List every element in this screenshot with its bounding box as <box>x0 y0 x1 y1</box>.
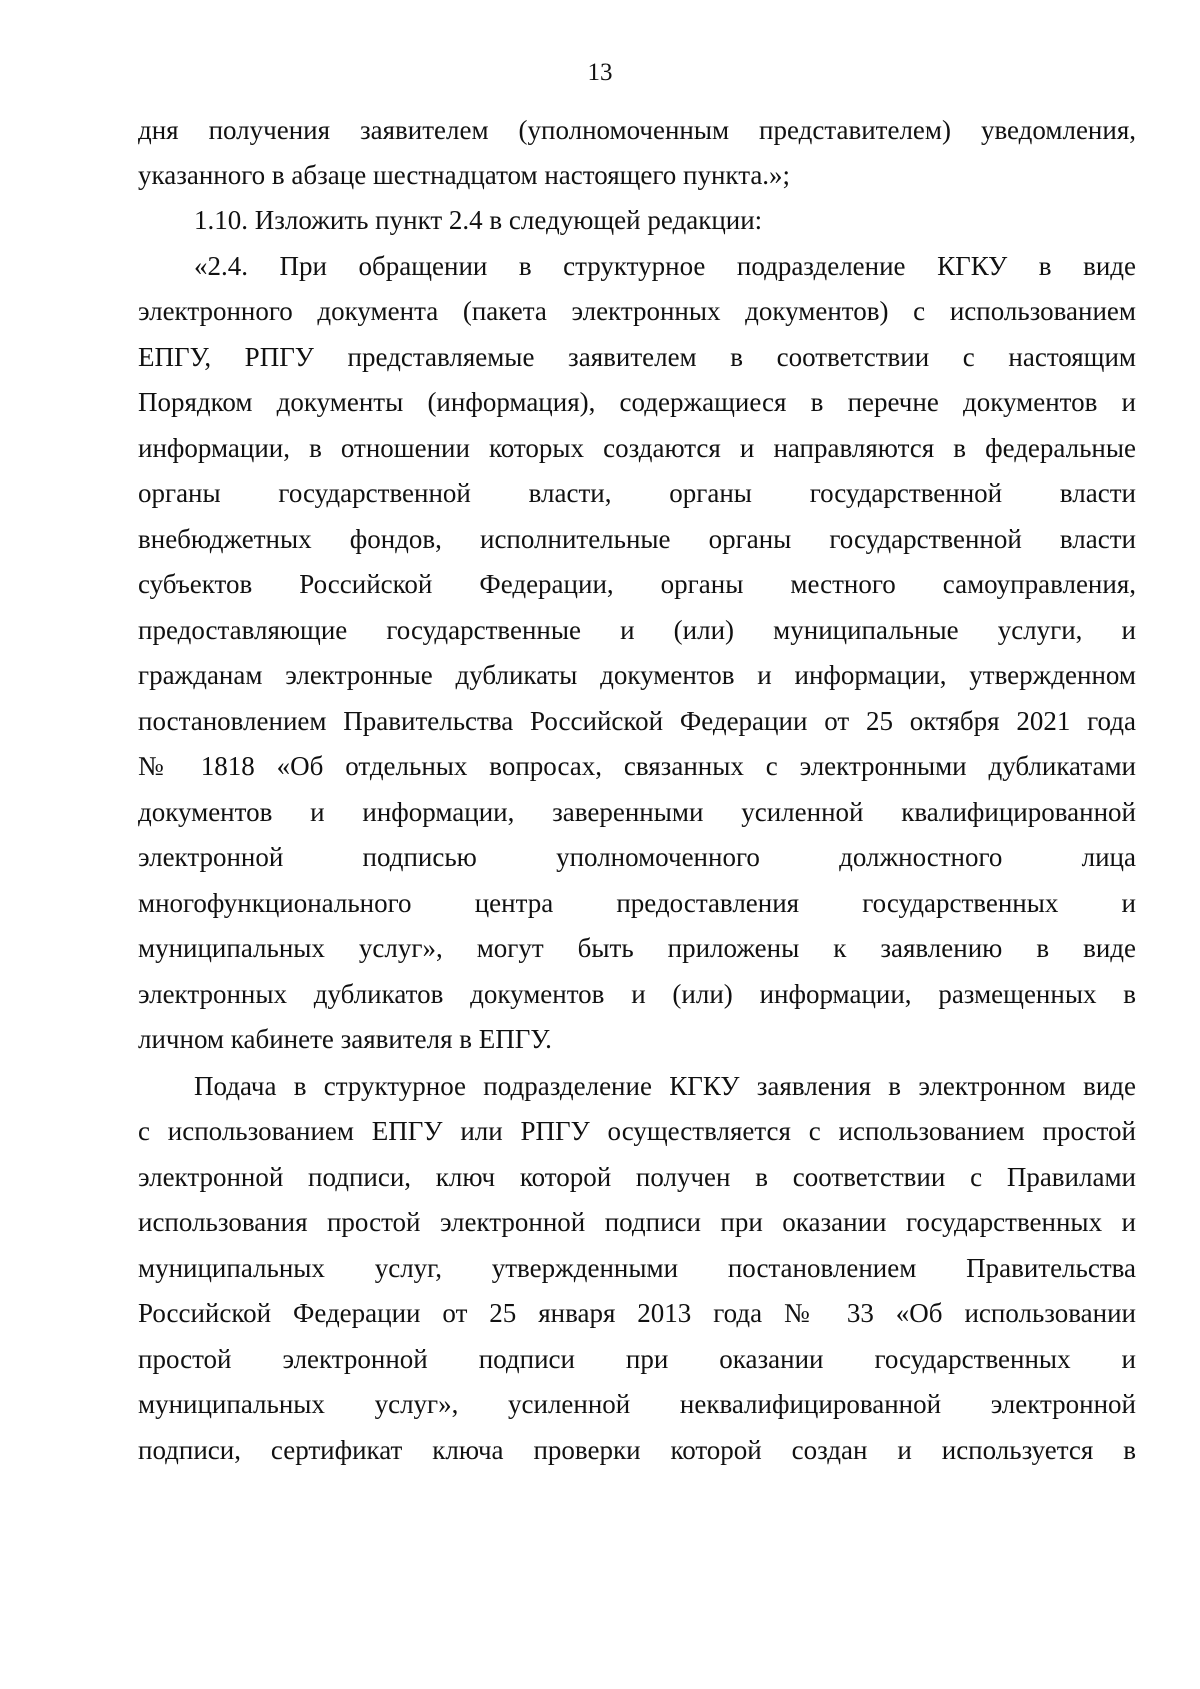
text-line: Подача в структурное подразделение КГКУ заявления в электронном виде <box>194 1071 1136 1101</box>
text-line: простой электронной подписи при оказании государственных и <box>138 1344 1136 1374</box>
text-line: муниципальных услуг, утвержденными постановлением Правительства <box>138 1253 1136 1283</box>
text-line: дня получения заявителем (уполномоченным представителем) уведомления, <box>138 115 1136 145</box>
text-line: электронной подписью уполномоченного должностного лица <box>138 842 1136 872</box>
text-line: подписи, сертификат ключа проверки которой создан и используется в <box>138 1435 1136 1465</box>
text-line: электронной подписи, ключ которой получен в соответствии с Правилами <box>138 1162 1136 1192</box>
text-line: Порядком документы (информация), содержащиеся в перечне документов и <box>138 387 1136 417</box>
text-line: субъектов Российской Федерации, органы местного самоуправления, <box>138 569 1136 599</box>
text-line: электронных дубликатов документов и (или) информации, размещенных в <box>138 979 1136 1009</box>
page-number: 13 <box>587 59 613 86</box>
text-line: с использованием ЕПГУ или РПГУ осуществляется с использованием простой <box>138 1116 1136 1146</box>
text-line: муниципальных услуг», могут быть приложены к заявлению в виде <box>138 933 1136 963</box>
text-line: многофункционального центра предоставления государственных и <box>138 888 1136 918</box>
text-line: ЕПГУ, РПГУ представляемые заявителем в соответствии с настоящим <box>138 342 1136 372</box>
text-line: электронного документа (пакета электронных документов) с использованием <box>138 296 1136 326</box>
text-line: документов и информации, заверенными усиленной квалифицированной <box>138 797 1136 827</box>
text-line: муниципальных услуг», усиленной неквалифицированной электронной <box>138 1389 1136 1419</box>
text-line: информации, в отношении которых создаются и направляются в федеральные <box>138 433 1136 463</box>
text-line: гражданам электронные дубликаты документов и информации, утвержденном <box>138 660 1136 690</box>
text-line: использования простой электронной подписи при оказании государственных и <box>138 1207 1136 1237</box>
text-line: предоставляющие государственные и (или) муниципальные услуги, и <box>138 615 1136 645</box>
text-line: «2.4. При обращении в структурное подразделение КГКУ в виде <box>194 251 1136 281</box>
text-line: 1.10. Изложить пункт 2.4 в следующей редакции: <box>194 205 763 235</box>
text-line: Российской Федерации от 25 января 2013 года № 33 «Об использовании <box>138 1298 1136 1328</box>
text-line: внебюджетных фондов, исполнительные органы государственной власти <box>138 524 1136 554</box>
text-line: органы государственной власти, органы государственной власти <box>138 478 1136 508</box>
text-line: постановлением Правительства Российской Федерации от 25 октября 2021 года <box>138 706 1136 736</box>
text-line: указанного в абзаце шестнадцатом настоящего пункта.»; <box>138 160 791 190</box>
text-line: № 1818 «Об отдельных вопросах, связанных с электронными дубликатами <box>138 751 1136 781</box>
text-line: личном кабинете заявителя в ЕПГУ. <box>138 1024 552 1054</box>
